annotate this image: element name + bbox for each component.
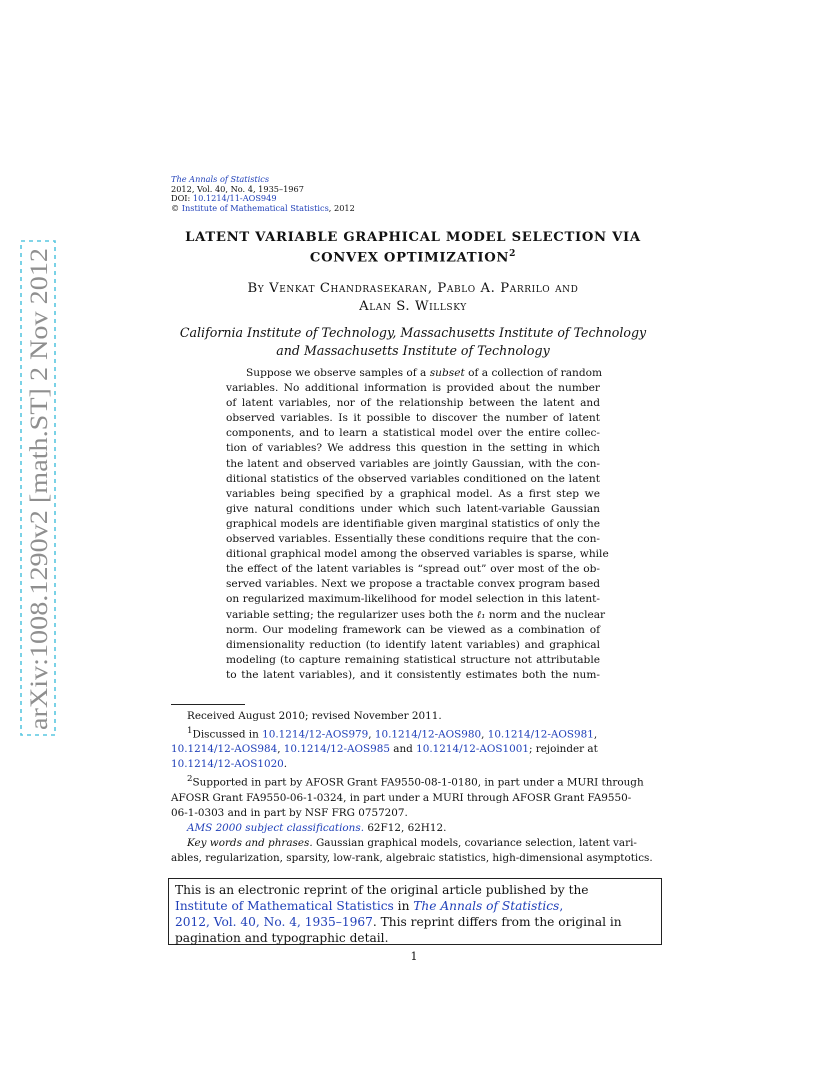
- abstract-line: of latent variables, nor of the relationship between the latent and: [226, 397, 600, 410]
- keywords: Key words and phrases. Gaussian graphical models, covariance selection, latent vari-: [187, 836, 637, 849]
- abstract-line: graphical models are identifiable given marginal statistics of only the: [226, 517, 600, 530]
- received-note: Received August 2010; revised November 2011.: [187, 710, 442, 722]
- abstract-line: tion of variables? We address this question in the setting in which: [226, 442, 600, 455]
- abstract: [226, 366, 609, 683]
- reprint-volume-link[interactable]: 2012, Vol. 40, No. 4, 1935–1967: [175, 915, 373, 929]
- reprint-line-3: 2012, Vol. 40, No. 4, 1935–1967. This reprint differs from the original in: [175, 915, 622, 929]
- footnote-2-cont: AFOSR Grant FA9550-06-1-0324, in part under a MURI through AFOSR Grant FA9550-: [171, 791, 632, 804]
- paper-title: [160, 229, 666, 266]
- footnote-1-cont: 10.1214/12-AOS984, 10.1214/12-AOS985 and 10.1214/12-AOS1001; rejoinder at: [171, 743, 598, 756]
- abstract-line: to the latent variables), and it consistently estimates both the num-: [226, 668, 600, 681]
- affiliation: [160, 324, 666, 360]
- reprint-journal-link[interactable]: The Annals of Statistics: [413, 899, 560, 913]
- reprint-line-4: pagination and typographic detail.: [175, 931, 389, 945]
- abstract-line: observed variables. Essentially these conditions require that the con-: [226, 533, 600, 546]
- reprint-line-1: This is an electronic reprint of the original article published by the: [175, 883, 589, 897]
- title-line-1: LATENT VARIABLE GRAPHICAL MODEL SELECTION VIA: [185, 230, 641, 245]
- discussion-link[interactable]: 10.1214/12-AOS980: [374, 728, 482, 741]
- affiliation-line-1: California Institute of Technology, Massachusetts Institute of Technology: [179, 325, 647, 340]
- authors: [160, 280, 666, 315]
- footnote-2: $^2$Supported in part by AFOSR Grant FA9550-08-1-0180, in part under a MURI through: [187, 774, 644, 789]
- abstract-line: on regularized maximum-likelihood for model selection in this latent-: [226, 593, 600, 606]
- discussion-link[interactable]: 10.1214/12-AOS979: [262, 728, 369, 741]
- discussion-link[interactable]: 10.1214/12-AOS984: [171, 743, 278, 756]
- abstract-line: dimensionality reduction (to identify latent variables) and graphical: [226, 638, 600, 651]
- journal-name-link[interactable]: The Annals of Statistics: [171, 174, 270, 184]
- reprint-line-2: Institute of Mathematical Statistics in The Annals of Statistics,: [175, 899, 564, 913]
- reprint-ims-link[interactable]: Institute of Mathematical Statistics: [175, 899, 394, 913]
- abstract-line: give natural conditions under which such latent-variable Gaussian: [226, 502, 600, 515]
- ams-link[interactable]: AMS 2000 subject classifications.: [187, 821, 365, 834]
- arxiv-stamp: [20, 240, 56, 736]
- reprint-notice: [168, 878, 662, 945]
- footnote-1: $^1$Discussed in 10.1214/12-AOS979, 10.1214/12-AOS980, 10.1214/12-AOS981,: [187, 726, 598, 741]
- discussion-link[interactable]: 10.1214/12-AOS981: [487, 728, 594, 741]
- journal-header: [171, 175, 355, 213]
- keywords-cont: ables, regularization, sparsity, low-rank, algebraic statistics, high-dimensional asymptotics.: [171, 851, 653, 864]
- arxiv-stamp-text: arXiv:1008.1290v2 [math.ST] 2 Nov 2012: [24, 293, 53, 730]
- abstract-line: ditional statistics of the observed variables conditioned on the latent: [226, 472, 600, 485]
- abstract-line: Suppose we observe samples of a subset of a collection of random: [246, 367, 603, 379]
- abstract-line: variable setting; the regularizer uses both the ℓ₁ norm and the nuclear: [226, 608, 606, 621]
- title-footnote-mark[interactable]: 2: [509, 249, 517, 259]
- doi-label: DOI:: [171, 193, 191, 204]
- discussion-link[interactable]: 10.1214/12-AOS1001: [416, 743, 529, 756]
- abstract-line: served variables. Next we propose a tractable convex program based: [226, 578, 600, 591]
- abstract-line: observed variables. Is it possible to discover the number of latent: [226, 412, 600, 425]
- ams-classification: AMS 2000 subject classifications. 62F12, 62H12.: [187, 821, 447, 834]
- authors-line-2: Alan S. Willsky: [359, 298, 467, 314]
- abstract-line: components, and to learn a statistical model over the entire collec-: [226, 427, 600, 440]
- volume-info: 2012, Vol. 40, No. 4, 1935–1967: [171, 183, 304, 194]
- authors-line-1: By Venkat Chandrasekaran, Pablo A. Parrilo and: [247, 281, 579, 296]
- rejoinder-link[interactable]: 10.1214/12-AOS1020: [171, 758, 284, 771]
- page-number: 1: [410, 950, 418, 963]
- abstract-line: the latent and observed variables are jointly Gaussian, with the con-: [226, 457, 600, 470]
- title-line-2: CONVEX OPTIMIZATION: [309, 250, 510, 266]
- abstract-line: norm. Our modeling framework can be viewed as a combination of: [226, 623, 600, 636]
- discussion-link[interactable]: 10.1214/12-AOS985: [283, 743, 390, 756]
- footnotes: [171, 709, 659, 866]
- abstract-line: modeling (to capture remaining statistical structure not attributable: [226, 653, 600, 666]
- abstract-line: ditional graphical model among the observed variables is sparse, while: [226, 548, 609, 561]
- abstract-line: variables being specified by a graphical model. As a first step we: [226, 487, 600, 500]
- footnote-divider: [171, 704, 245, 705]
- footnote-2-end: 06-1-0303 and in part by NSF FRG 0757207.: [171, 806, 408, 819]
- abstract-line: the effect of the latent variables is “spread out” over most of the ob-: [226, 563, 600, 576]
- ims-link[interactable]: Institute of Mathematical Statistics: [181, 202, 329, 213]
- affiliation-line-2: and Massachusetts Institute of Technology: [276, 343, 550, 358]
- footnote-1-end: 10.1214/12-AOS1020.: [171, 758, 288, 771]
- abstract-line: variables. No additional information is provided about the number: [226, 382, 600, 395]
- copyright-year: , 2012: [328, 202, 355, 213]
- copyright-icon: ©: [171, 202, 180, 213]
- doi-link[interactable]: 10.1214/11-AOS949: [192, 193, 277, 204]
